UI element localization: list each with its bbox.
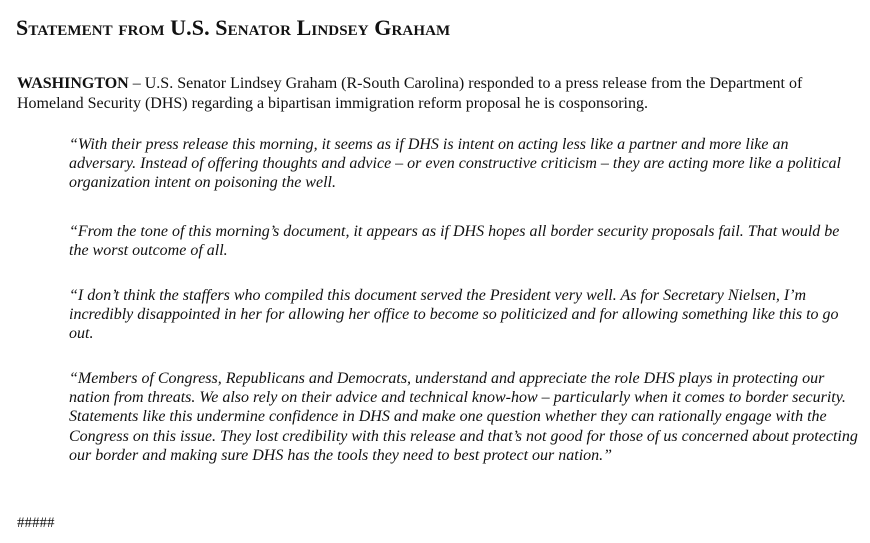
end-mark: ##### [17,515,55,531]
quote-paragraph: “Members of Congress, Republicans and Democrats, understand and appreciate the role DHS plays in protecting our nation from threats. We also rely on their advice and technical know-how – particularly when it comes to border security. Statements like this undermine confidence in DHS and make one question whether they can rationally engage with the Congress on this issue. They lost credibility with this release and that’s not good for those of us concerned about protecting our border and making sure DHS has the tools they need to best protect our nation.” [69,370,858,464]
quote-paragraph: “With their press release this morning, it seems as if DHS is intent on acting less like a partner and more like an adversary. Instead of offering thoughts and advice – or even constructive criticism – they are acting more like a political organization intent on poisoning the well. [69,136,841,192]
dateline: WASHINGTON [17,75,129,92]
statement-title: Statement from U.S. Senator Lindsey Graham [16,15,451,40]
quote-paragraph: “From the tone of this morning’s document, it appears as if DHS hopes all border security proposals fail. That would be the worst outcome of all. [69,223,840,260]
lead-paragraph [17,74,857,113]
lead-text: – U.S. Senator Lindsey Graham (R-South Carolina) responded to a press release from the Department of Homeland Security (DHS) regarding a bipartisan immigration reform proposal he is cosponsoring. [17,75,803,112]
quote-paragraph: “I don’t think the staffers who compiled this document served the President very well. As for Secretary Nielsen, I’m incredibly disappointed in her for allowing her office to become so politicized and for allowing something like this to go out. [69,287,839,343]
